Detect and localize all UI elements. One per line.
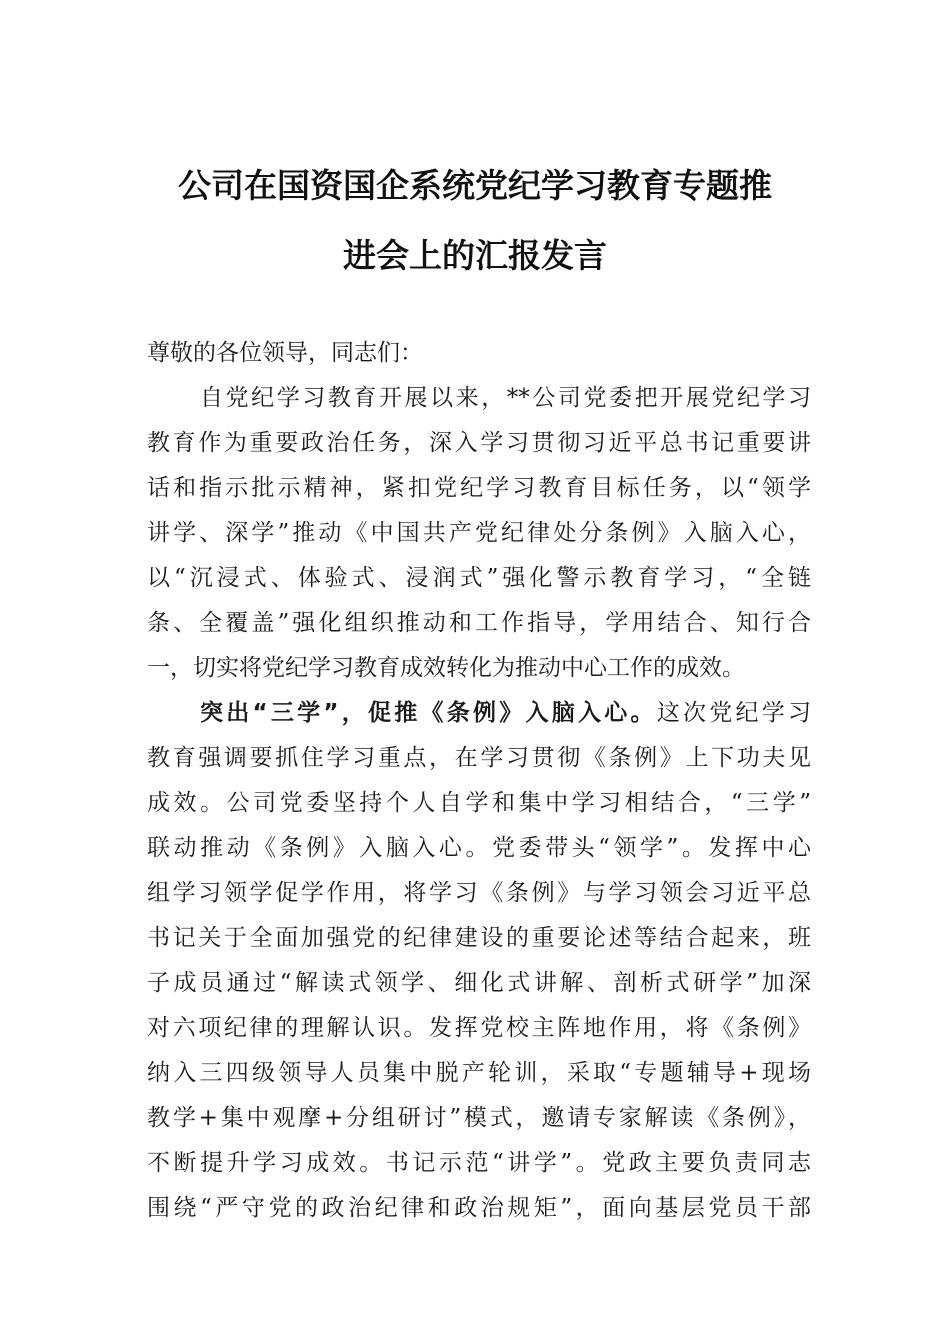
document-title-line-1: 公司在国资国企系统党纪学习教育专题推 bbox=[178, 166, 772, 205]
paragraph-2-line: 成效。公司党委坚持个人自学和集中学习相结合，“三学” bbox=[147, 790, 811, 816]
paragraph-2-line: 教育强调要抓住学习重点，在学习贯彻《条例》上下功夫见 bbox=[147, 745, 811, 771]
paragraph-1-line: 教育作为重要政治任务，深入学习贯彻习近平总书记重要讲 bbox=[147, 430, 811, 456]
paragraph-1-line: 话和指示批示精神，紧扣党纪学习教育目标任务，以“领学 bbox=[147, 475, 811, 501]
paragraph-2-line: 书记关于全面加强党的纪律建设的重要论述等结合起来，班 bbox=[147, 925, 811, 951]
paragraph-2-first-line bbox=[200, 698, 811, 728]
paragraph-1-line: 自党纪学习教育开展以来，**公司党委把开展党纪学习 bbox=[200, 385, 811, 411]
paragraph-2-line: 对六项纪律的理解认识。发挥党校主阵地作用，将《条例》 bbox=[147, 1015, 811, 1041]
paragraph-1-line: 一，切实将党纪学习教育成效转化为推动中心工作的成效。 bbox=[147, 655, 745, 681]
paragraph-2-line: 围绕“严守党的政治纪律和政治规矩”，面向基层党员干部 bbox=[147, 1195, 811, 1221]
paragraph-2-line: 纳入三四级领导人员集中脱产轮训，采取“专题辅导+现场 bbox=[147, 1060, 811, 1086]
paragraph-2-text: 这次党纪学习 bbox=[656, 700, 812, 726]
paragraph-1-line: 以“沉浸式、体验式、浸润式”强化警示教育学习，“全链 bbox=[147, 565, 811, 591]
salutation: 尊敬的各位领导，同志们： bbox=[147, 340, 423, 366]
paragraph-1-line: 条、全覆盖”强化组织推动和工作指导，学用结合、知行合 bbox=[147, 610, 811, 636]
paragraph-2-line: 子成员通过“解读式领学、细化式讲解、剖析式研学”加深 bbox=[147, 970, 811, 996]
paragraph-1-line: 讲学、深学”推动《中国共产党纪律处分条例》入脑入心， bbox=[147, 520, 811, 546]
paragraph-2-line: 联动推动《条例》入脑入心。党委带头“领学”。发挥中心 bbox=[147, 835, 811, 861]
paragraph-2-line: 教学+集中观摩+分组研讨”模式，邀请专家解读《条例》， bbox=[147, 1105, 811, 1131]
paragraph-2-heading: 突出“三学”，促推《条例》入脑入心。 bbox=[200, 700, 657, 726]
document-title-line-2: 进会上的汇报发言 bbox=[343, 236, 607, 275]
paragraph-2-line: 组学习领学促学作用，将学习《条例》与学习领会习近平总 bbox=[147, 880, 811, 906]
paragraph-2-line: 不断提升学习成效。书记示范“讲学”。党政主要负责同志 bbox=[147, 1150, 811, 1176]
